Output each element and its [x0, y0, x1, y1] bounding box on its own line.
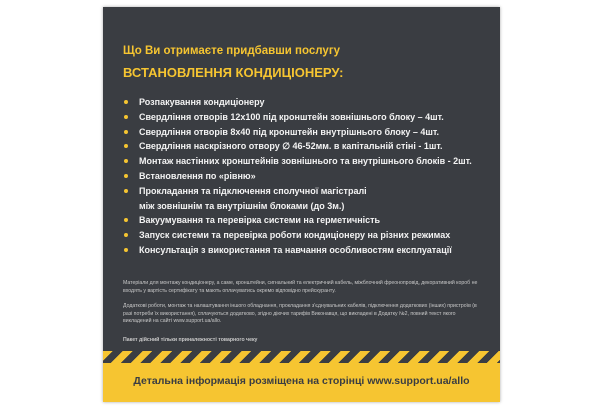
list-item: Запуск системи та перевірка роботи кондиціонеру на різних режимах	[123, 228, 495, 243]
service-card	[103, 7, 500, 402]
bullet-icon	[124, 115, 128, 119]
bullet-icon	[124, 233, 128, 237]
list-item-continuation: між зовнішнім та внутрішнім блоками (до 3м.)	[139, 200, 345, 211]
validity-note: Пакет дійсний тільки приналежності товарного чеку	[123, 337, 258, 343]
footer-band	[103, 363, 500, 402]
bullet-icon	[124, 159, 128, 163]
list-item: Прокладання та підключення сполучної магістралі між зовнішнім та внутрішнім блоками (до 3м.)	[123, 184, 495, 214]
materials-note: Матеріали для монтажу кондиціонеру, а саме, кронштейни, сигнальний та електричний кабель, міжблочний фреонопровід, декоративний короб не входять у вартість сертифікату та мають оплачуватись окремо відповідно прейскуранту.	[123, 280, 478, 294]
list-item: Монтаж настінних кронштейнів зовнішнього та внутрішнього блоків - 2шт.	[123, 154, 495, 169]
bullet-icon	[124, 100, 128, 104]
hazard-stripes	[103, 351, 500, 363]
list-item: Свердління отворів 8x40 під кронштейн внутрішнього блоку – 4шт.	[123, 125, 495, 140]
list-item: Свердління наскрізного отвору ∅ 46-52мм. в капітальній стіні - 1шт.	[123, 139, 495, 154]
card-title-line2: ВСТАНОВЛЕННЯ КОНДИЦІОНЕРУ:	[123, 65, 344, 80]
bullet-icon	[124, 248, 128, 252]
list-item: Консультація з використання та навчання особливостям експлуатації	[123, 243, 495, 258]
additional-works-note: Додаткові роботи, монтаж та налаштування іншого обладнання, прокладання з'єднувальних кабелів, підключення додаткових (інших) пристроїв (в разі потреби їх використання), сплачуються додатково, згідно діючих тарифів Виконавця, що викладені в Додатку №2, повний текст якого викладений на сайті www.support.ua/allo.	[123, 303, 477, 325]
bullet-icon	[124, 218, 128, 222]
bullet-icon	[124, 189, 128, 193]
bullet-icon	[124, 144, 128, 148]
bullet-icon	[124, 174, 128, 178]
list-item: Свердління отворів 12x100 під кронштейн зовнішнього блоку – 4шт.	[123, 110, 495, 125]
service-items-list	[123, 95, 495, 258]
list-item: Встановлення по «рівню»	[123, 169, 495, 184]
list-item: Розпакування кондиціонеру	[123, 95, 495, 110]
footer-info-text: Детальна інформація розміщена на сторінці www.support.ua/allo	[133, 375, 470, 387]
bullet-icon	[124, 130, 128, 134]
list-item: Вакуумування та перевірка системи на герметичність	[123, 213, 495, 228]
card-title-line1: Що Ви отримаєте придбавши послугу	[123, 45, 341, 57]
